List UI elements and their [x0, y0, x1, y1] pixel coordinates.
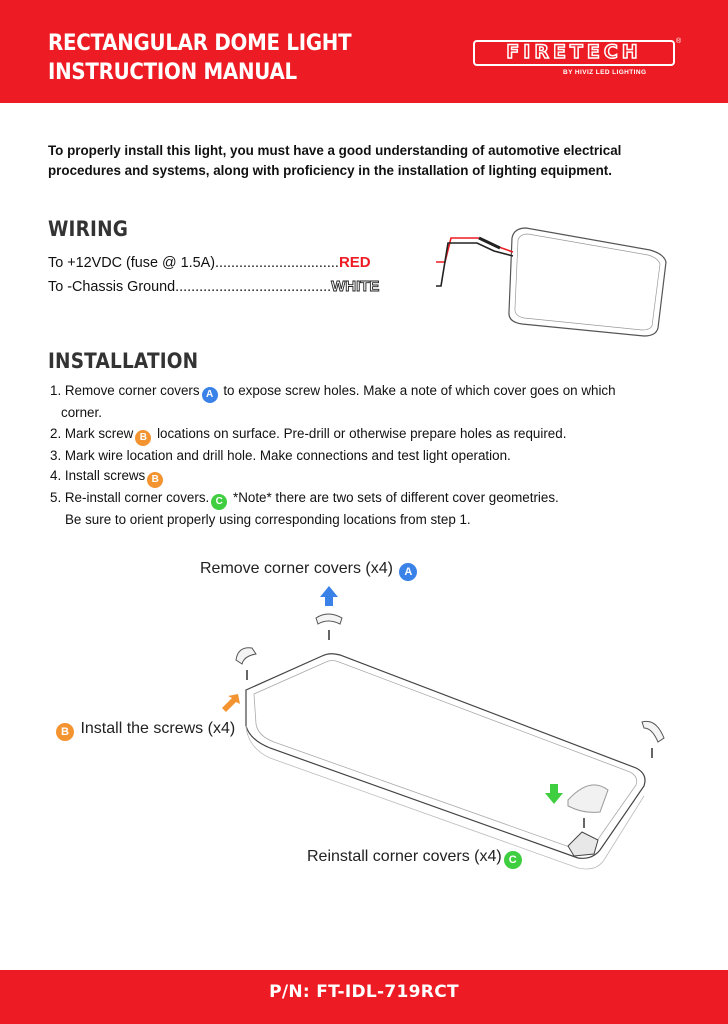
corner-cover-left [236, 648, 256, 680]
title-line-2: INSTRUCTION MANUAL [48, 60, 297, 85]
installation-heading: INSTALLATION [48, 349, 199, 373]
footer-banner [0, 970, 728, 1024]
corner-cover-top [316, 614, 342, 640]
remove-callout [200, 560, 419, 581]
step-1-text: 1. Remove corner covers [50, 383, 200, 398]
part-number: P/N: FT-IDL-719RCT [269, 982, 459, 1002]
badge-b-icon: B [147, 472, 163, 488]
remove-label: Remove corner covers (x4) [200, 560, 393, 577]
wiring-ground-text: To -Chassis Ground....................................... [48, 279, 332, 295]
wiring-positive-text: To +12VDC (fuse @ 1.5A)............................... [48, 255, 339, 271]
step-3-text: 3. Mark wire location and drill hole. Make connections and test light operation. [50, 447, 511, 463]
arrow-diagonal-icon [222, 694, 240, 712]
step-1-text-after: to expose screw holes. Make a note of which cover goes on which [219, 383, 616, 398]
install-label: Install the screws (x4) [80, 720, 236, 737]
badge-c-icon: C [504, 851, 522, 869]
install-callout [54, 720, 235, 741]
wire-color-white: WHITE [331, 278, 380, 295]
wiring-heading: WIRING [48, 217, 129, 241]
reinstall-callout [307, 848, 524, 869]
step-5-text-after: *Note* there are two sets of different cover geometries. [229, 490, 559, 505]
step-4-text: 4. Install screws [50, 468, 146, 483]
registered-mark: ® [676, 38, 682, 45]
intro-paragraph: To properly install this light, you must have a good understanding of automotive electrical procedures and systems, along with proficiency in the installation of lighting equipment. [48, 143, 622, 178]
step-5-continued: Be sure to orient properly using corresponding locations from step 1. [65, 512, 471, 527]
reinstall-label: Reinstall corner covers (x4) [307, 848, 502, 865]
wire-color-red: RED [338, 254, 371, 271]
corner-cover-right [642, 721, 664, 758]
arrow-up-icon [320, 586, 338, 606]
step-2-text-after: locations on surface. Pre-drill or otherwise prepare holes as required. [153, 425, 567, 441]
badge-b-icon: B [56, 723, 74, 741]
title-line-1: RECTANGULAR DOME LIGHT [48, 31, 352, 56]
brand-subtitle: BY HIVIZ LED LIGHTING [563, 69, 647, 76]
badge-c-icon: C [211, 494, 227, 510]
step-5-text: 5. Re-install corner covers. [50, 490, 210, 505]
badge-a-icon: A [399, 563, 417, 581]
step-2-text: 2. Mark screw [50, 425, 134, 441]
brand-name: FIRETECH [506, 41, 642, 63]
badge-b-icon: B [135, 430, 151, 446]
badge-a-icon: A [202, 387, 218, 403]
step-1-continued: corner. [61, 405, 102, 420]
